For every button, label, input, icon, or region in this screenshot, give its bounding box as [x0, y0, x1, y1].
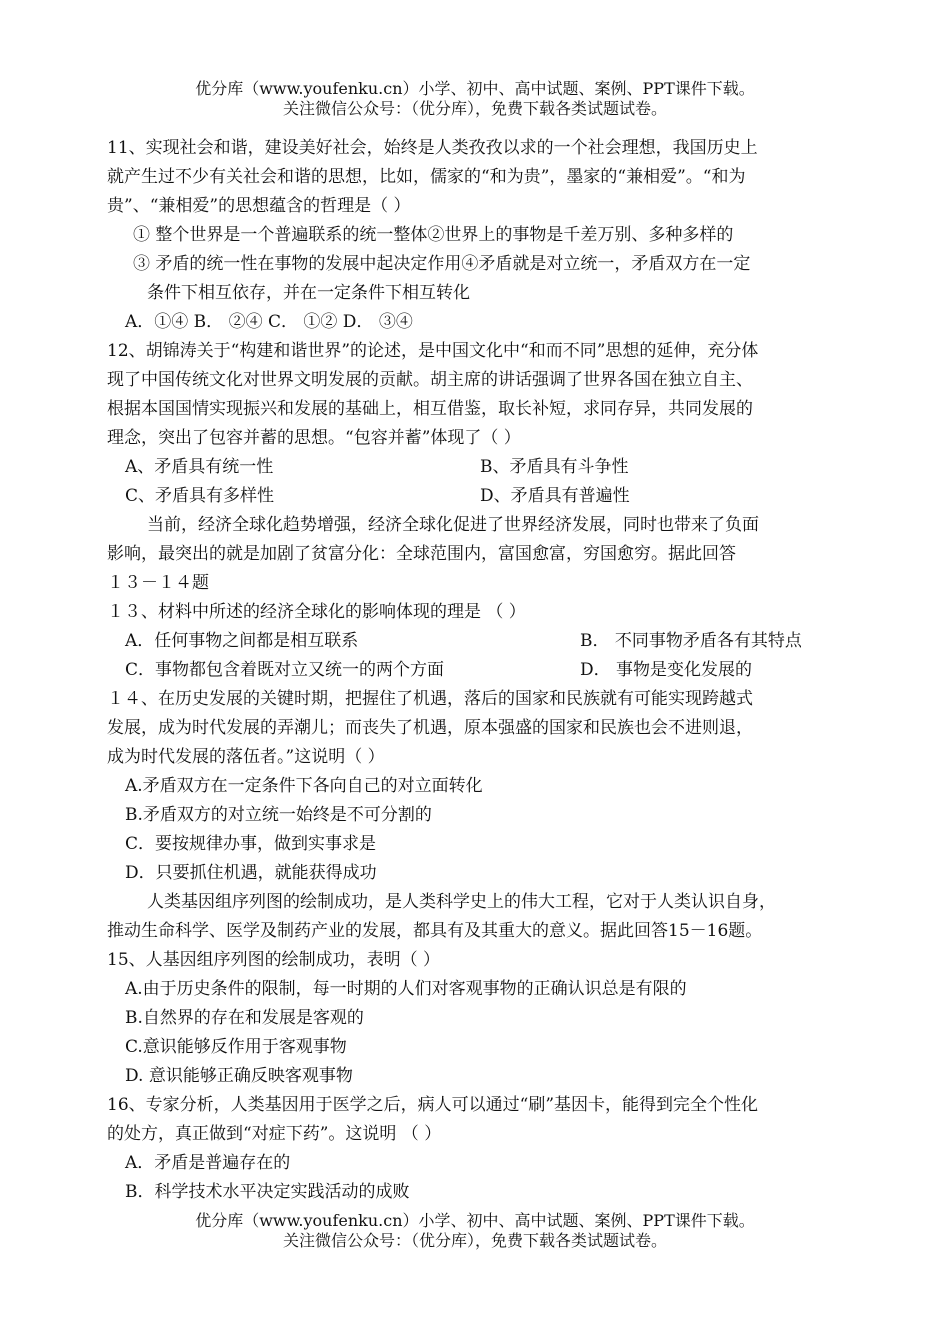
option-b: B.自然界的存在和发展是客观的 — [125, 1008, 364, 1028]
option-c: C．事物都包含着既对立又统一的两个方面 — [125, 660, 445, 680]
footer-line-2: 关注微信公众号：（优分库），免费下载各类试题试卷。 — [282, 1231, 667, 1250]
answer-options-row — [107, 453, 847, 482]
option-c: C、矛盾具有多样性 — [125, 486, 275, 506]
question-stem-line: 根据本国国情实现振兴和发展的基础上，相互借鉴，取长补短，求同存异，共同发展的 — [107, 399, 753, 419]
answer-options-row — [107, 482, 847, 511]
material-line: 影响，最突出的就是加剧了贫富分化：全球范围内，富国愈富，穷国愈穷。据此回答 — [107, 544, 736, 564]
material-line: 人类基因组序列图的绘制成功，是人类科学史上的伟大工程，它对于人类认识自身， — [147, 892, 776, 912]
question-stem-line: １４、在历史发展的关键时期，把握住了机遇，落后的国家和民族就有可能实现跨越式 — [107, 689, 753, 709]
option-b: B、矛盾具有斗争性 — [480, 457, 629, 477]
question-11 — [107, 134, 847, 337]
statement-line: ① 整个世界是一个普遍联系的统一整体②世界上的事物是千差万别、多种多样的 — [133, 225, 734, 245]
statement-line: ③ 矛盾的统一性在事物的发展中起决定作用④矛盾就是对立统一，矛盾双方在一定 — [133, 254, 751, 274]
material-line: １３－１４题 — [107, 573, 209, 593]
question-12 — [107, 337, 847, 511]
option-b: B． 不同事物矛盾各有其特点 — [580, 631, 802, 651]
question-stem-line: 贵”、“兼相爱”的思想蕴含的哲理是（ ） — [107, 196, 411, 216]
question-14 — [107, 685, 847, 888]
question-16 — [107, 1091, 847, 1207]
option-a: A．任何事物之间都是相互联系 — [125, 631, 359, 651]
question-stem-line: 就产生过不少有关社会和谐的思想，比如，儒家的“和为贵”，墨家的“兼相爱”。“和为 — [107, 167, 746, 187]
question-stem-line: 16、专家分析，人类基因用于医学之后，病人可以通过“刷”基因卡，能得到完全个性化 — [107, 1095, 759, 1115]
statement-line: 条件下相互依存，并在一定条件下相互转化 — [147, 283, 470, 303]
question-stem-line: 12、胡锦涛关于“构建和谐世界”的论述，是中国文化中“和而不同”思想的延伸，充分体 — [107, 341, 759, 361]
question-stem-line: 15、人基因组序列图的绘制成功，表明（ ） — [107, 950, 441, 970]
answer-options-row — [107, 627, 847, 656]
material-15-16 — [107, 888, 847, 946]
question-stem-line: 成为时代发展的落伍者。”这说明（ ） — [107, 747, 385, 767]
page-footer — [0, 1211, 950, 1251]
answer-options: A．①④ B． ②④ C． ①② D． ③④ — [125, 312, 413, 332]
question-stem-line: 11、实现社会和谐，建设美好社会，始终是人类孜孜以求的一个社会理想，我国历史上 — [107, 138, 758, 158]
question-15 — [107, 946, 847, 1091]
page-header — [0, 79, 950, 119]
option-b: B．科学技术水平决定实践活动的成败 — [125, 1182, 410, 1202]
option-a: A.由于历史条件的限制，每一时期的人们对客观事物的正确认识总是有限的 — [125, 979, 687, 999]
option-d: D．只要抓住机遇，就能获得成功 — [125, 863, 377, 883]
option-d: D、矛盾具有普遍性 — [480, 486, 630, 506]
option-a: A．矛盾是普遍存在的 — [125, 1153, 291, 1173]
option-c: C．要按规律办事，做到实事求是 — [125, 834, 377, 854]
question-13 — [107, 598, 847, 685]
question-stem-line: 的处方，真正做到“对症下药”。这说明 （ ） — [107, 1124, 442, 1144]
option-b: B.矛盾双方的对立统一始终是不可分割的 — [125, 805, 432, 825]
answer-options-row — [107, 656, 847, 685]
option-c: C.意识能够反作用于客观事物 — [125, 1037, 347, 1057]
material-line: 当前，经济全球化趋势增强，经济全球化促进了世界经济发展，同时也带来了负面 — [147, 515, 759, 535]
material-line: 推动生命科学、医学及制药产业的发展，都具有及其重大的意义。据此回答15－16题。 — [107, 921, 763, 941]
option-d: D． 事物是变化发展的 — [580, 660, 753, 680]
header-line-1: 优分库（www.youfenku.cn）小学、初中、高中试题、案例、PPT课件下载。 — [195, 79, 755, 98]
material-13-14 — [107, 511, 847, 598]
question-stem-line: 现了中国传统文化对世界文明发展的贡献。胡主席的讲话强调了世界各国在独立自主、 — [107, 370, 753, 390]
option-a: A、矛盾具有统一性 — [125, 457, 274, 477]
question-stem-line: 发展，成为时代发展的弄潮儿；而丧失了机遇，原本强盛的国家和民族也会不进则退， — [107, 718, 753, 738]
question-content — [107, 134, 847, 1207]
header-line-2: 关注微信公众号：（优分库），免费下载各类试题试卷。 — [282, 99, 667, 118]
option-d: D. 意识能够正确反映客观事物 — [125, 1066, 353, 1086]
question-stem-line: １３、材料中所述的经济全球化的影响体现的理是 （ ） — [107, 602, 526, 622]
option-a: A.矛盾双方在一定条件下各向自己的对立面转化 — [125, 776, 483, 796]
footer-line-1: 优分库（www.youfenku.cn）小学、初中、高中试题、案例、PPT课件下载。 — [195, 1211, 755, 1230]
question-stem-line: 理念，突出了包容并蓄的思想。“包容并蓄”体现了（ ） — [107, 428, 521, 448]
